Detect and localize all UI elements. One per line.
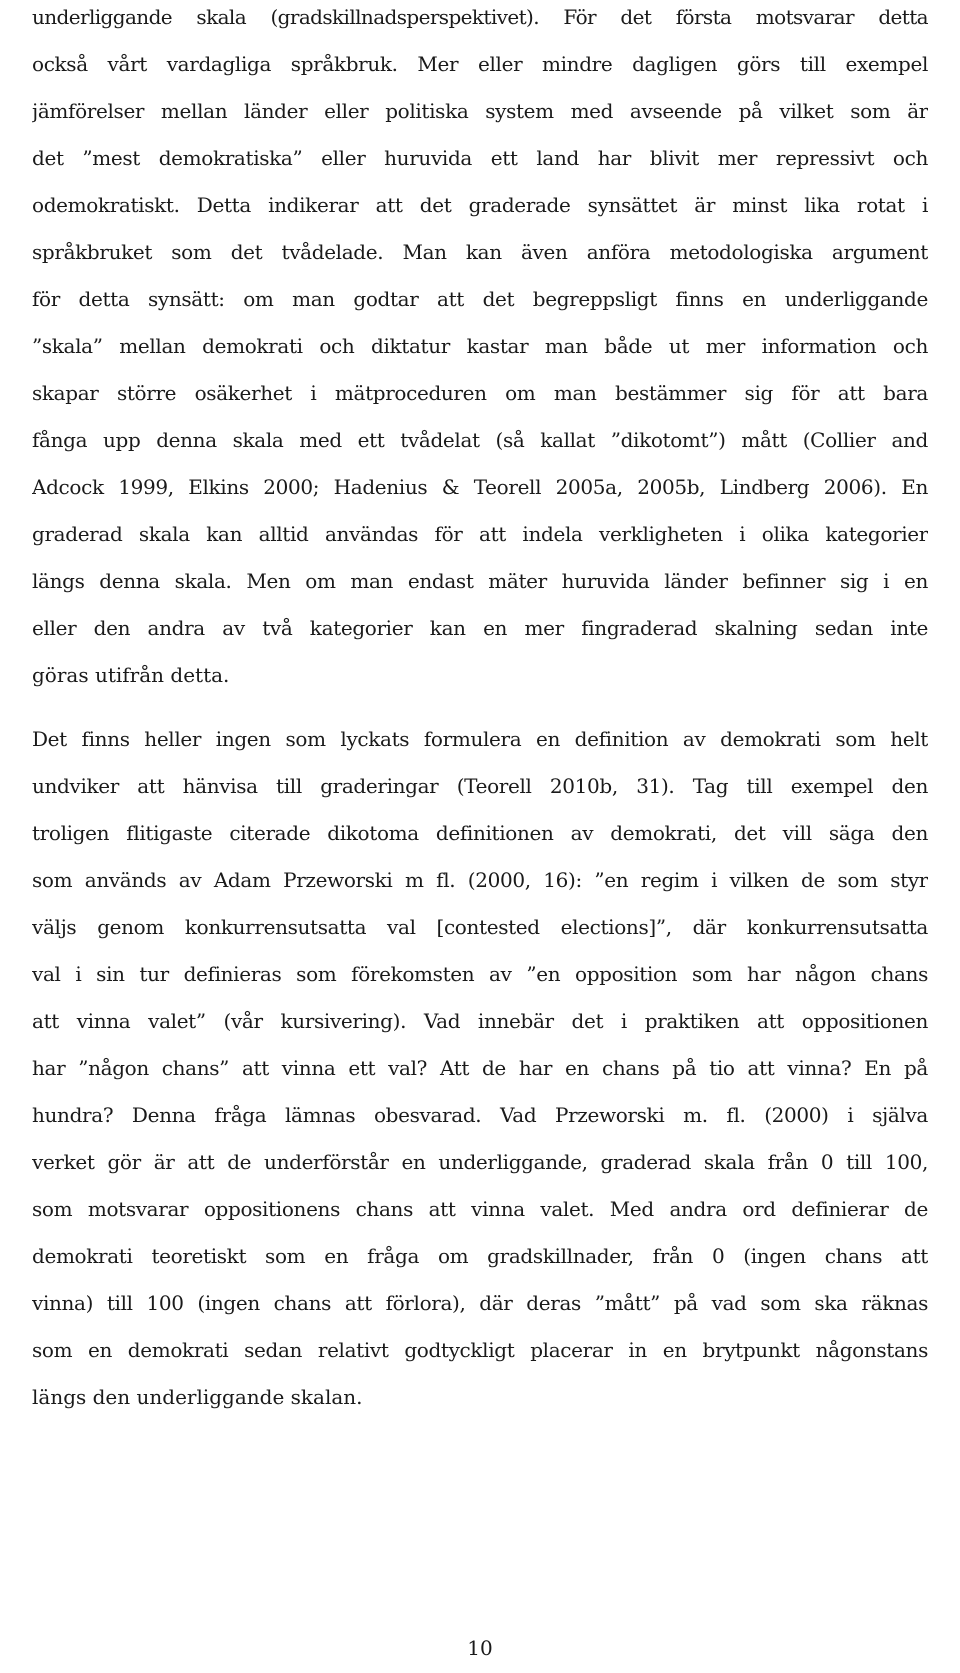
paragraph-1 — [32, 0, 928, 699]
text-line: längs den underliggande skalan. — [32, 1385, 363, 1409]
text-line: underliggande skala (gradskillnadsperspektivet). För det första motsvarar detta — [32, 5, 928, 29]
text-line: som motsvarar oppositionens chans att vinna valet. Med andra ord definierar de — [32, 1197, 928, 1221]
text-line: som en demokrati sedan relativt godtyckligt placerar in en brytpunkt någonstans — [32, 1338, 928, 1362]
text-line: Det finns heller ingen som lyckats formulera en definition av demokrati som helt — [32, 727, 928, 751]
text-line: för detta synsätt: om man godtar att det begreppsligt finns en underliggande — [32, 287, 928, 311]
text-line: göras utifrån detta. — [32, 663, 230, 687]
text-line: längs denna skala. Men om man endast mäter huruvida länder befinner sig i en — [32, 569, 928, 593]
text-line: väljs genom konkurrensutsatta val [contested elections]”, där konkurrensutsatta — [32, 915, 928, 939]
text-line: det ”mest demokratiska” eller huruvida ett land har blivit mer repressivt och — [32, 146, 928, 170]
text-line: val i sin tur definieras som förekomsten av ”en opposition som har någon chans — [32, 962, 928, 986]
text-line: graderad skala kan alltid användas för att indela verkligheten i olika kategorier — [32, 522, 928, 546]
text-line: jämförelser mellan länder eller politiska system med avseende på vilket som är — [32, 99, 928, 123]
text-line: också vårt vardagliga språkbruk. Mer eller mindre dagligen görs till exempel — [32, 52, 928, 76]
text-line: vinna) till 100 (ingen chans att förlora), där deras ”mått” på vad som ska räknas — [32, 1291, 928, 1315]
paragraph-2 — [32, 716, 928, 1421]
text-line: att vinna valet” (vår kursivering). Vad innebär det i praktiken att oppositionen — [32, 1009, 928, 1033]
page-number: 10 — [467, 1636, 493, 1660]
text-line: ”skala” mellan demokrati och diktatur kastar man både ut mer information och — [32, 334, 928, 358]
text-line: undviker att hänvisa till graderingar (Teorell 2010b, 31). Tag till exempel den — [32, 774, 928, 798]
text-line: språkbruket som det tvådelade. Man kan även anföra metodologiska argument — [32, 240, 928, 264]
text-line: troligen flitigaste citerade dikotoma definitionen av demokrati, det vill säga den — [32, 821, 928, 845]
text-line: hundra? Denna fråga lämnas obesvarad. Vad Przeworski m. fl. (2000) i själva — [32, 1103, 928, 1127]
text-line: demokrati teoretiskt som en fråga om gradskillnader, från 0 (ingen chans att — [32, 1244, 928, 1268]
text-line: skapar större osäkerhet i mätproceduren om man bestämmer sig för att bara — [32, 381, 928, 405]
text-line: har ”någon chans” att vinna ett val? Att de har en chans på tio att vinna? En på — [32, 1056, 928, 1080]
text-line: fånga upp denna skala med ett tvådelat (så kallat ”dikotomt”) mått (Collier and — [32, 428, 928, 452]
text-line: verket gör är att de underförstår en underliggande, graderad skala från 0 till 100, — [32, 1150, 928, 1174]
text-line: som används av Adam Przeworski m fl. (2000, 16): ”en regim i vilken de som styr — [32, 868, 928, 892]
text-line: eller den andra av två kategorier kan en mer fingraderad skalning sedan inte — [32, 616, 928, 640]
text-line: odemokratiskt. Detta indikerar att det graderade synsättet är minst lika rotat i — [32, 193, 928, 217]
text-line: Adcock 1999, Elkins 2000; Hadenius & Teorell 2005a, 2005b, Lindberg 2006). En — [32, 475, 928, 499]
